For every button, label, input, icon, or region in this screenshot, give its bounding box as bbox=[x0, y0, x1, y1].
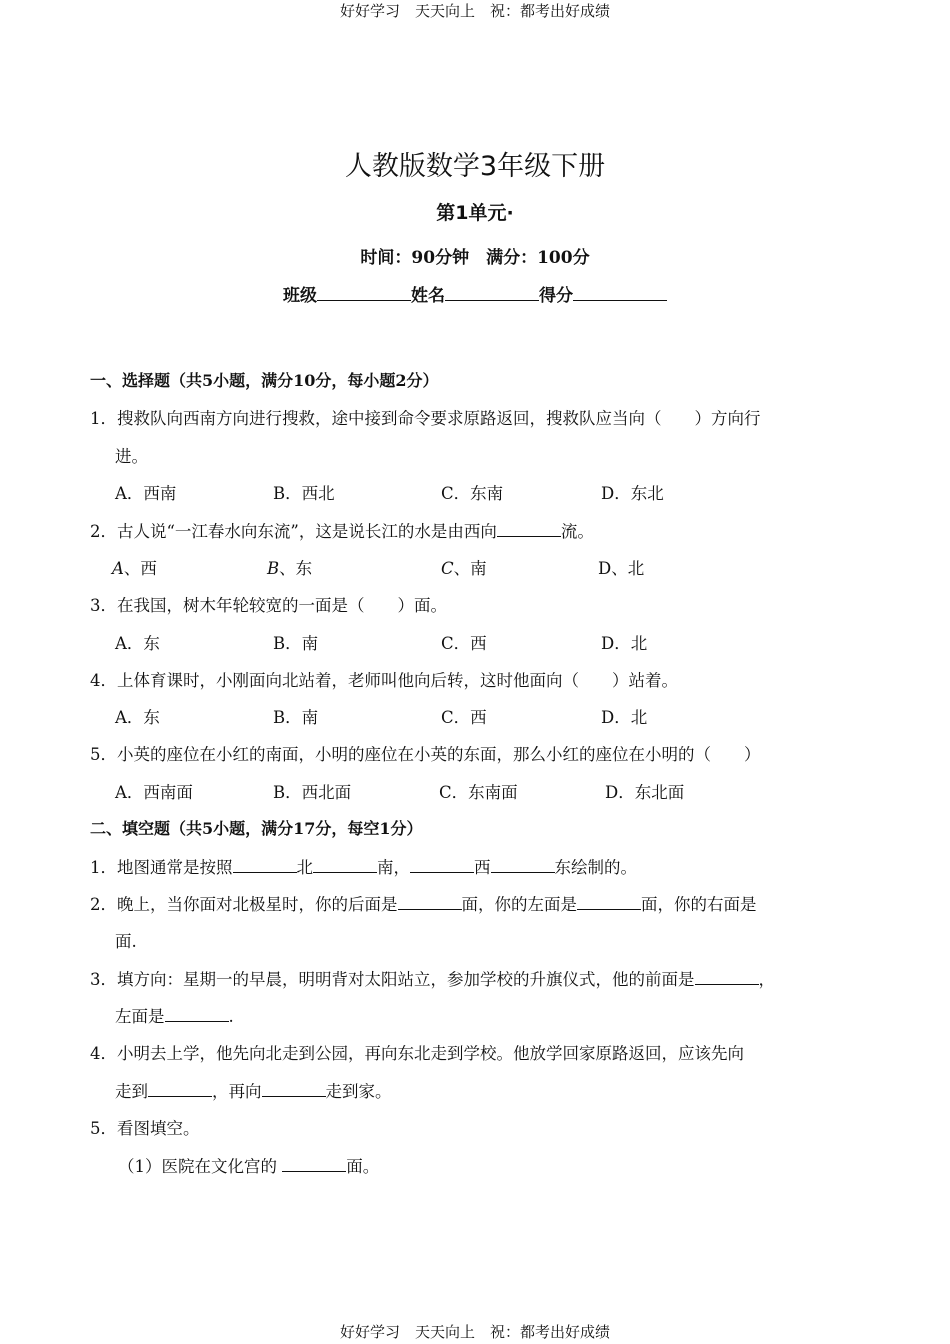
s1-q3-option-c[interactable]: C．西 bbox=[441, 634, 487, 653]
s2-q2-blank-1[interactable] bbox=[398, 893, 462, 910]
s2-q1-blank-3[interactable] bbox=[410, 856, 474, 873]
s1-q2-text-end: 流。 bbox=[560, 522, 594, 541]
time-score-info: 时间：90分钟 满分：100分 bbox=[360, 248, 590, 268]
s1-q3-option-d[interactable]: D．北 bbox=[601, 634, 648, 653]
s2-q4-blank-2[interactable] bbox=[262, 1080, 326, 1097]
s1-q2-text: 2．古人说“一江春水向东流”，这是说长江的水是由西向 bbox=[90, 522, 497, 541]
s2-q3-blank-2[interactable] bbox=[165, 1005, 229, 1022]
s1-q1-option-c[interactable]: C．东南 bbox=[441, 484, 504, 503]
s1-q1-option-b[interactable]: B．西北 bbox=[273, 484, 335, 503]
student-info-line bbox=[0, 281, 950, 306]
s2-q1-blank-1[interactable] bbox=[233, 856, 297, 873]
s1-q1-option-a[interactable]: A．西南 bbox=[115, 484, 177, 503]
s1-q2-blank[interactable] bbox=[497, 520, 561, 537]
page-title: 人教版数学3年级下册 bbox=[344, 151, 606, 182]
s2-q1-line: 1．地图通常是按照 北 南， 西 东绘制的。 bbox=[90, 858, 637, 877]
s2-q1-blank-2[interactable] bbox=[313, 856, 377, 873]
class-blank[interactable] bbox=[317, 282, 411, 301]
s1-q3-line1: 3．在我国，树木年轮较宽的一面是（ ）面。 bbox=[90, 596, 447, 615]
score-label: 得分 bbox=[539, 286, 573, 306]
s2-q4-line2: 走到 ，再向 走到家。 bbox=[115, 1082, 392, 1101]
s2-q3-line2: 左面是 . bbox=[115, 1007, 234, 1026]
s1-q1-line1: 1．搜救队向西南方向进行搜救，途中接到命令要求原路返回，搜救队应当向（ ）方向行 bbox=[90, 409, 761, 428]
s1-q2-option-c[interactable]: C、南 bbox=[441, 559, 487, 578]
s1-q4-option-c[interactable]: C．西 bbox=[441, 708, 487, 727]
s2-q2-line2: 面. bbox=[115, 932, 137, 951]
s1-q1-option-d[interactable]: D．东北 bbox=[601, 484, 664, 503]
s2-q4-blank-1[interactable] bbox=[148, 1080, 212, 1097]
name-blank[interactable] bbox=[445, 282, 539, 301]
s2-q2-line1: 2．晚上，当你面对北极星时，你的后面是 面，你的左面是 面，你的右面是 bbox=[90, 895, 757, 914]
s1-q2-option-d[interactable]: D、北 bbox=[598, 559, 645, 578]
s1-q5-option-b[interactable]: B．西北面 bbox=[273, 783, 352, 802]
s2-q5-sub1: （1）医院在文化宫的 面。 bbox=[118, 1157, 380, 1176]
s1-q4-line1: 4．上体育课时，小刚面向北站着，老师叫他向后转，这时他面向（ ）站着。 bbox=[90, 671, 678, 690]
section2-heading: 二、填空题（共5小题，满分17分，每空1分） bbox=[90, 819, 423, 838]
s1-q4-option-b[interactable]: B．南 bbox=[273, 708, 319, 727]
s2-q3-blank-1[interactable] bbox=[695, 968, 759, 985]
section1-heading: 一、选择题（共5小题，满分10分，每小题2分） bbox=[90, 371, 439, 390]
page-header: 好好学习 天天向上 祝：都考出好成绩 bbox=[339, 2, 610, 20]
s1-q4-option-d[interactable]: D．北 bbox=[601, 708, 648, 727]
s1-q2-option-b[interactable]: B、东 bbox=[267, 559, 313, 578]
s2-q5-blank-1[interactable] bbox=[282, 1155, 346, 1172]
s1-q5-line1: 5．小英的座位在小红的南面，小明的座位在小英的东面，那么小红的座位在小明的（ ） bbox=[90, 745, 761, 764]
s1-q5-option-d[interactable]: D．东北面 bbox=[605, 783, 685, 802]
s1-q5-option-c[interactable]: C．东南面 bbox=[439, 783, 518, 802]
s1-q5-option-a[interactable]: A．西南面 bbox=[115, 783, 193, 802]
s2-q1-blank-4[interactable] bbox=[491, 856, 555, 873]
s1-q3-option-b[interactable]: B．南 bbox=[273, 634, 319, 653]
s1-q2-option-a[interactable]: A、西 bbox=[112, 559, 157, 578]
s2-q3-line1: 3．填方向：星期一的早晨，明明背对太阳站立，参加学校的升旗仪式，他的前面是 ， bbox=[90, 970, 775, 989]
s2-q4-line1: 4．小明去上学，他先向北走到公园，再向东北走到学校。他放学回家原路返回，应该先向 bbox=[90, 1044, 744, 1063]
s2-q2-blank-2[interactable] bbox=[577, 893, 641, 910]
s2-q5-line1: 5．看图填空。 bbox=[90, 1119, 200, 1138]
s1-q1-line2: 进。 bbox=[115, 447, 148, 466]
class-label: 班级 bbox=[283, 286, 317, 306]
s1-q4-option-a[interactable]: A．东 bbox=[115, 708, 160, 727]
page-footer: 好好学习 天天向上 祝：都考出好成绩 bbox=[339, 1323, 610, 1341]
s1-q2-line bbox=[90, 518, 594, 542]
score-blank[interactable] bbox=[573, 282, 667, 301]
name-label: 姓名 bbox=[411, 286, 445, 306]
s1-q3-option-a[interactable]: A．东 bbox=[115, 634, 160, 653]
unit-subtitle: 第1单元· bbox=[436, 202, 514, 224]
